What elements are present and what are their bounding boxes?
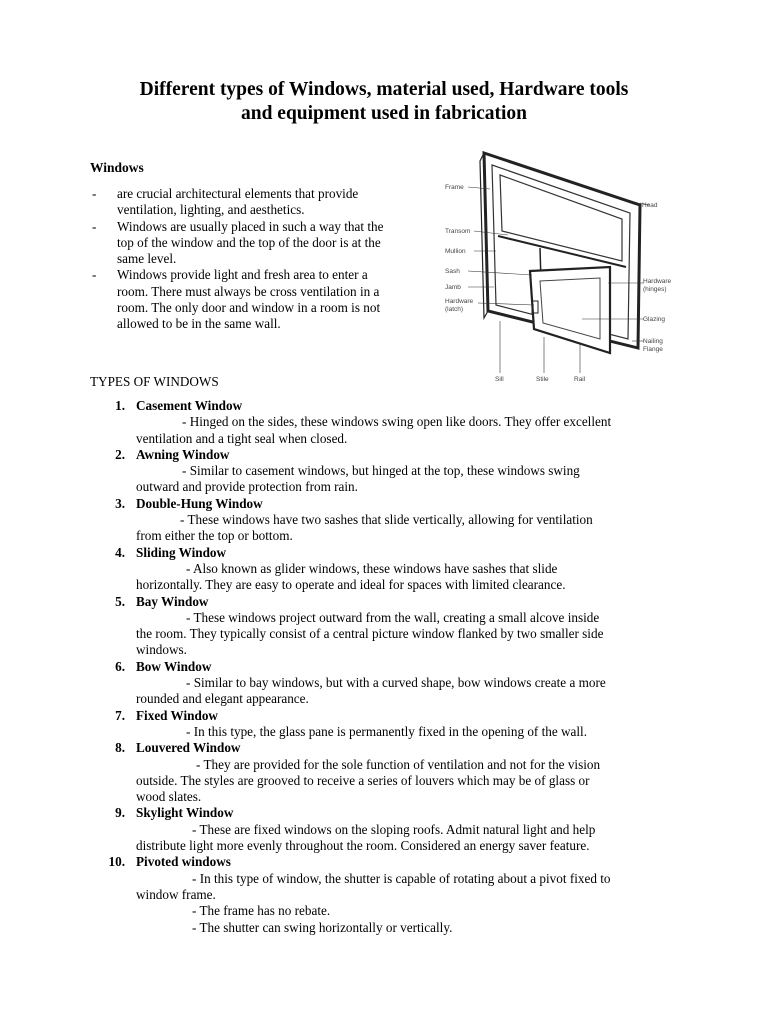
- label-glazing: Glazing: [643, 316, 666, 323]
- bullet-line: room. There must always be cross ventilation in a: [117, 283, 380, 299]
- label-nailing: Nailing: [643, 338, 663, 345]
- page-title: [80, 78, 688, 126]
- item-number: 5.: [115, 593, 125, 609]
- title-line-1: Different types of Windows, material used, Hardware tools: [139, 79, 629, 100]
- transom-bar: [498, 236, 626, 267]
- window-type-description-line: - Similar to bay windows, but with a curved shape, bow windows create a more: [186, 675, 606, 691]
- window-type-name: Double-Hung Window: [136, 495, 263, 511]
- bullet-dash: -: [92, 267, 97, 283]
- bullet-line: room. The only door and window in a room is not: [117, 300, 381, 316]
- window-type-name: Awning Window: [136, 446, 230, 462]
- item-number: 4.: [115, 544, 125, 560]
- window-type-name: Pivoted windows: [136, 854, 231, 870]
- item-number: 3.: [115, 495, 125, 511]
- bullet-line: Windows are usually placed in such a way that the: [117, 218, 384, 234]
- label-frame: Frame: [445, 184, 464, 191]
- item-number: 2.: [115, 446, 125, 462]
- bullet-item: [90, 219, 430, 268]
- window-type-description-line: - In this type of window, the shutter is capable of rotating about a pivot fixed to: [192, 870, 611, 886]
- window-type-description-line: - These are fixed windows on the sloping roofs. Admit natural light and help: [192, 821, 596, 837]
- bullet-line: ventilation, lighting, and aesthetics.: [117, 202, 305, 218]
- windows-bullet-list: [90, 186, 430, 333]
- window-type-description-line: wood slates.: [136, 789, 202, 805]
- window-type-item: [90, 545, 680, 594]
- window-type-description-line: - They are provided for the sole function of ventilation and not for the vision: [196, 756, 601, 772]
- window-type-description-line: - These windows have two sashes that slide vertically, allowing for ventilation: [180, 512, 593, 528]
- window-type-name: Casement Window: [136, 398, 243, 413]
- bullet-line: are crucial architectural elements that provide: [117, 186, 359, 201]
- window-type-description-line: distribute light more evenly throughout the room. Considered an energy saver feature.: [136, 838, 590, 854]
- window-type-item: [90, 594, 680, 659]
- bullet-line: allowed to be in the same wall.: [117, 316, 281, 332]
- window-type-item: [90, 398, 680, 447]
- label-hardware-latch-sub: (latch): [445, 306, 464, 313]
- window-type-description-line: window frame.: [136, 886, 216, 902]
- label-rail: Rail: [574, 376, 586, 383]
- window-type-description-line: outward and provide protection from rain.: [136, 479, 358, 495]
- item-number: 8.: [115, 740, 125, 756]
- label-jamb: Jamb: [445, 284, 461, 291]
- window-diagram: [440, 143, 680, 385]
- window-type-description-line: the room. They typically consist of a central picture window flanked by two smaller side: [136, 626, 604, 642]
- title-line-2: and equipment used in fabrication: [240, 103, 528, 124]
- bullet-dash: -: [92, 186, 97, 201]
- windows-heading: Windows: [90, 160, 144, 175]
- item-number: 1.: [115, 398, 125, 413]
- window-type-description-line: windows.: [136, 642, 187, 658]
- window-type-description-line: horizontally. They are easy to operate and ideal for spaces with limited clearance.: [136, 577, 566, 593]
- window-type-extra-line: - The frame has no rebate.: [192, 903, 331, 919]
- bullet-item: [90, 267, 430, 332]
- bullet-line: top of the window and the top of the door is at the: [117, 234, 381, 250]
- window-type-description-line: ventilation and a tight seal when closed.: [136, 430, 348, 446]
- window-type-description-line: - Also known as glider windows, these windows have sashes that slide: [186, 560, 558, 576]
- label-hardware-latch: Hardware: [445, 298, 474, 305]
- types-heading: TYPES OF WINDOWS: [90, 374, 219, 389]
- window-type-name: Bay Window: [136, 593, 209, 609]
- window-type-description-line: rounded and elegant appearance.: [136, 691, 309, 707]
- window-type-name: Skylight Window: [136, 805, 234, 821]
- item-number: 6.: [115, 658, 125, 674]
- upper-pane: [500, 175, 622, 261]
- window-type-item: [90, 740, 680, 805]
- window-type-description-line: outside. The styles are grooved to receive a series of louvers which may be of glass or: [136, 772, 590, 788]
- window-type-name: Bow Window: [136, 658, 212, 674]
- window-type-item: [90, 496, 680, 545]
- label-hardware-hinges-sub: (hinges): [643, 286, 667, 293]
- window-types-list: [90, 398, 680, 936]
- label-sash: Sash: [445, 268, 460, 275]
- window-type-item: [90, 659, 680, 708]
- label-hardware-hinges: Hardware: [643, 278, 672, 285]
- window-type-description-line: - In this type, the glass pane is permanently fixed in the opening of the wall.: [186, 723, 588, 739]
- item-number: 7.: [115, 707, 125, 723]
- label-sill: Sill: [495, 376, 504, 383]
- item-number: 9.: [115, 805, 125, 821]
- window-type-description-line: - Similar to casement windows, but hinged at the top, these windows swing: [182, 463, 580, 479]
- bullet-dash: -: [92, 218, 97, 234]
- window-type-description-line: - These windows project outward from the wall, creating a small alcove inside: [186, 609, 600, 625]
- bullet-line: Windows provide light and fresh area to enter a: [117, 267, 368, 283]
- window-type-item: [90, 708, 680, 741]
- window-type-description-line: from either the top or bottom.: [136, 528, 293, 544]
- item-number: 10.: [108, 854, 125, 870]
- window-type-name: Sliding Window: [136, 544, 227, 560]
- label-stile: Stile: [536, 376, 549, 383]
- label-nailing-sub: Flange: [643, 346, 663, 353]
- window-type-name: Louvered Window: [136, 740, 241, 756]
- window-type-item: [90, 805, 680, 854]
- bullet-line: same level.: [117, 251, 177, 267]
- window-type-item: [90, 447, 680, 496]
- window-type-name: Fixed Window: [136, 707, 218, 723]
- label-transom: Transom: [445, 228, 471, 235]
- label-head: Head: [642, 202, 658, 209]
- window-type-extra-line: - The shutter can swing horizontally or vertically.: [192, 919, 453, 935]
- label-mullion: Mullion: [445, 248, 466, 255]
- window-type-item: [90, 854, 680, 935]
- bullet-item: [90, 186, 430, 219]
- window-type-description-line: - Hinged on the sides, these windows swing open like doors. They offer excellent: [182, 414, 612, 430]
